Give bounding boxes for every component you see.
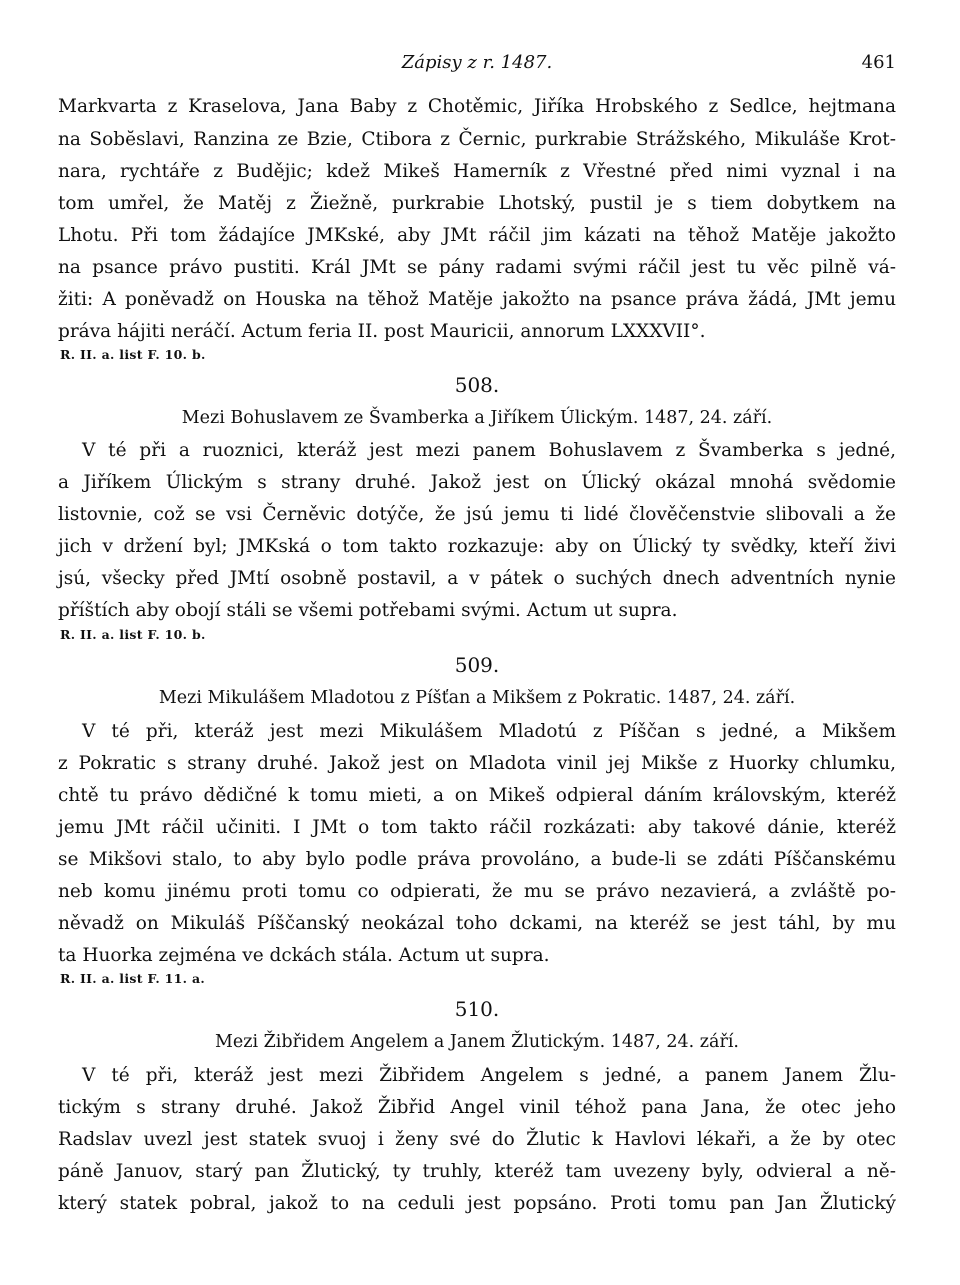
entry-line: tickým s strany druhé. Jakož Žibřid Angel vinil téhož pana Jana, že otec jeho — [58, 1097, 896, 1118]
entry-line: příštích aby obojí stáli se všemi potřebami svými. Actum ut supra. — [58, 600, 678, 621]
intro-line: Markvarta z Kraselova, Jana Baby z Chotěmic, Jiříka Hrobského z Sedlce, hejtmana — [58, 96, 896, 117]
entry-line: chtě tu právo dědičné k tomu mieti, a on Mikeš odpieral dáním královským, kteréž — [58, 785, 896, 806]
entry-line: neb komu jinému proti tomu co odpierati, že mu se právo nezavierá, a zvláště po- — [58, 881, 896, 902]
source-reference: R. II. a. list F. 10. b. — [60, 627, 206, 642]
source-reference: R. II. a. list F. 10. b. — [60, 347, 206, 362]
intro-line: nara, rychtáře z Budějic; kdež Mikeš Hamerník z Vřestné před nimi vyznal i na — [58, 161, 896, 182]
intro-line: na psance právo pustiti. Král JMt se pány radami svými ráčil jest tu věc pilně vá- — [58, 257, 896, 278]
intro-line: tom umřel, že Matěj z Žiežně, purkrabie Lhotský, pustil je s tiem dobytkem na — [58, 193, 896, 214]
entry-heading: Mezi Mikulášem Mladotou z Píšťan a Mikšem z Pokratic. 1487, 24. září. — [158, 688, 796, 708]
running-title: Zápisy z r. 1487. — [401, 52, 553, 73]
intro-line: Lhotu. Při tom žádajíce JMKské, aby JMt ráčil jim kázati na těhož Matěje jakožto — [58, 225, 896, 246]
entry-line: jemu JMt ráčil učiniti. I JMt o tom takto ráčil rozkázati: aby takové dánie, kteréž — [58, 817, 896, 838]
page-number: 461 — [861, 52, 896, 73]
entry-number: 509. — [454, 653, 500, 677]
entry-heading: Mezi Žibřidem Angelem a Janem Žlutickým. 1487, 24. září. — [214, 1032, 739, 1052]
entry-line: a Jiříkem Úlickým s strany druhé. Jakož jest on Úlický okázal mnohá svědomie — [58, 472, 896, 493]
entry-line: Radslav uvezl jest statek svuoj i ženy své do Žlutic k Havlovi lékaři, a že by otec — [58, 1129, 896, 1150]
entry-line: V té při a ruoznici, kteráž jest mezi panem Bohuslavem z Švamberka s jedné, — [82, 440, 896, 461]
intro-line: práva hájiti neráčí. Actum feria II. post Mauricii, annorum LXXXVII°. — [58, 321, 706, 342]
entry-line: V té při, kteráž jest mezi Žibřidem Angelem s jedné, a panem Janem Žlu- — [82, 1065, 896, 1086]
entry-line: se Mikšovi stalo, to aby bylo podle práva provoláno, a bude-li se zdáti Píščanskému — [58, 849, 896, 870]
entry-line: který statek pobral, jakož to na ceduli jest popsáno. Proti tomu pan Jan Žlutický — [58, 1193, 896, 1214]
entry-line: ta Huorka zejména ve dckách stála. Actum ut supra. — [58, 945, 550, 966]
entry-line: V té při, kteráž jest mezi Mikulášem Mladotú z Píščan s jedné, a Mikšem — [82, 721, 896, 742]
entry-line: jich v držení byl; JMKská o tom takto rozkazuje: aby on Úlický ty svědky, kteří živi — [58, 536, 896, 557]
entry-line: jsú, všecky před JMtí osobně postavil, a v pátek o suchých dnech adventních nynie — [58, 568, 896, 589]
source-reference: R. II. a. list F. 11. a. — [60, 971, 206, 986]
entry-line: listovnie, což se vsi Černěvic dotýče, že jsú jemu ti lidé člověčenstvie slibovali a že — [58, 504, 896, 525]
entry-heading: Mezi Bohuslavem ze Švamberka a Jiříkem Úlickým. 1487, 24. září. — [181, 408, 773, 428]
intro-line: žiti: A poněvadž on Houska na těhož Matěje jakožto na psance práva žádá, JMt jemu — [58, 289, 896, 310]
entry-line: páně Januov, starý pan Žlutický, ty truhly, kteréž tam uvezeny byly, odvieral a ně- — [58, 1161, 896, 1182]
entry-number: 508. — [454, 373, 500, 397]
entry-line: něvadž on Mikuláš Píščanský neokázal toho dckami, na kteréž se jest táhl, by mu — [58, 913, 896, 934]
running-head — [58, 52, 896, 76]
entry-line: z Pokratic s strany druhé. Jakož jest on Mladota vinil jej Mikše z Huorky chlumku, — [58, 753, 896, 774]
entry-number: 510. — [454, 997, 500, 1021]
intro-line: na Sobĕslavi, Ranzina ze Bzie, Ctibora z Černic, purkrabie Strážského, Mikuláše Krot- — [58, 129, 896, 150]
